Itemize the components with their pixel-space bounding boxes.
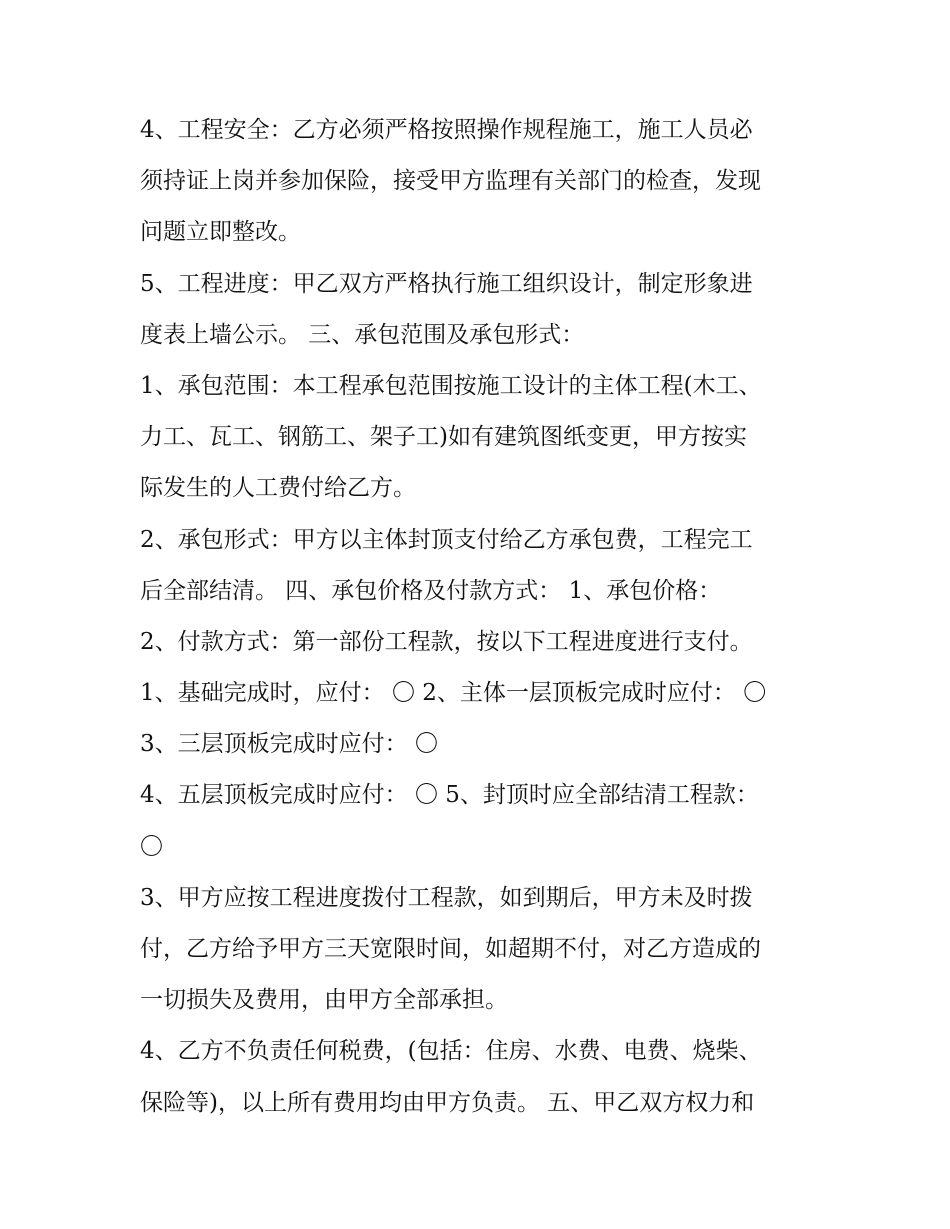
text-line: 问题立即整改。 [140,219,301,246]
text-line: 保险等)，以上所有费用均由甲方负责。 五、甲乙双方权力和 [140,1089,755,1116]
text-line: 4、工程安全：乙方必须严格按照操作规程施工，施工人员必 [140,117,753,143]
text-line: 5、工程进度：甲乙双方严格执行施工组织设计，制定形象进 [140,270,753,297]
text-line: 2、承包形式：甲方以主体封顶支付给乙方承包费，工程完工 [140,526,753,553]
text-line: 1、承包范围：本工程承包范围按施工设计的主体工程(木工、 [140,372,762,399]
text-line: 际发生的人工费付给乙方。 [140,475,416,502]
text-line: 1、基础完成时，应付： 〇 2、主体一层顶板完成时应付： 〇 [140,680,767,707]
text-line: 〇 [140,833,163,860]
text-line: 后全部结清。 四、承包价格及付款方式： 1、承包价格： [140,577,722,604]
text-line: 度表上墙公示。 三、承包范围及承包形式： [140,321,585,348]
text-line: 2、付款方式：第一部份工程款，按以下工程进度进行支付。 [140,628,753,655]
text-line: 须持证上岗并参加保险，接受甲方监理有关部门的检查，发现 [140,168,761,195]
text-line: 付，乙方给予甲方三天宽限时间，如超期不付，对乙方造成的 [140,936,761,962]
text-line: 3、甲方应按工程进度拨付工程款，如到期后，甲方未及时拨 [140,884,753,911]
text-line: 4、乙方不负责任何税费，(包括：住房、水费、电费、烧柴、 [140,1038,762,1065]
text-line: 力工、瓦工、钢筋工、架子工)如有建筑图纸变更，甲方按实 [140,424,747,451]
document-body [140,105,820,1129]
text-line: 一切损失及费用，由甲方全部承担。 [140,987,508,1014]
text-line: 3、三层顶板完成时应付： 〇 [140,731,438,758]
text-line: 4、五层顶板完成时应付： 〇 5、封顶时应全部结清工程款： [140,782,759,809]
